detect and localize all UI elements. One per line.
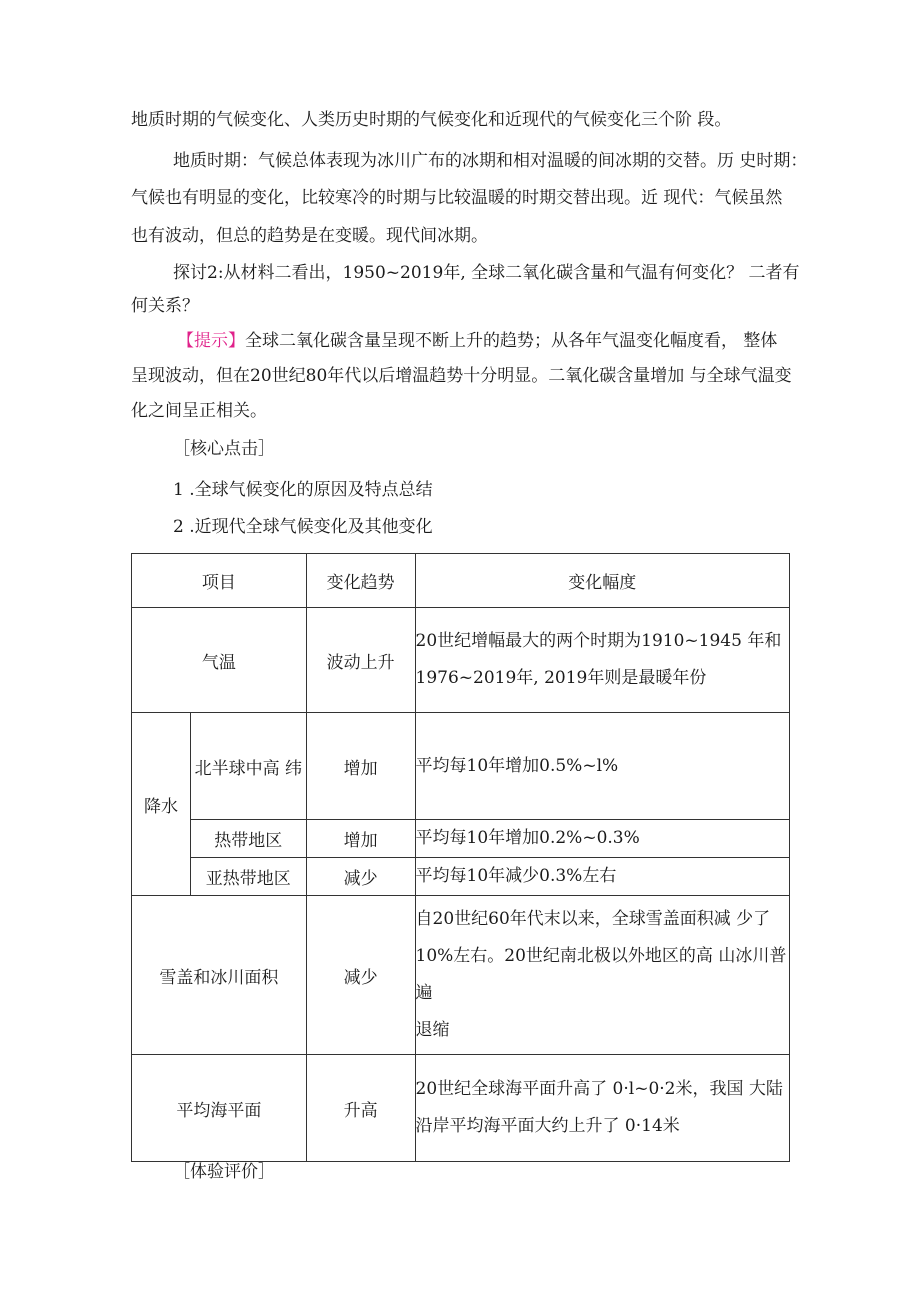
paragraph-periods-line-3: 也有波动，但总的趋势是在变暖。现代间冰期。 xyxy=(131,226,488,246)
range-line: 沿岸平均海平面大约上升了 0·14米 xyxy=(415,1116,680,1136)
hint-text: 全球二氧化碳含量呈现不断上升的趋势；从各年气温变化幅度看， 整体 xyxy=(245,331,778,351)
row-range xyxy=(415,896,789,1055)
header-range: 变化幅度 xyxy=(415,554,789,608)
row-range xyxy=(415,1055,789,1162)
range-line: 10%左右。20世纪南北极以外地区的高 山冰川普遍 xyxy=(415,946,787,1003)
table-row xyxy=(132,713,790,820)
range-line: 退缩 xyxy=(415,1020,450,1040)
table-row xyxy=(132,858,790,896)
question-line-2: 何关系？ xyxy=(131,296,199,316)
row-trend: 升高 xyxy=(306,1055,415,1162)
footer-section-title: ［体验评价］ xyxy=(173,1162,275,1182)
row-range: 平均每10年增加0.5%~l% xyxy=(415,713,789,820)
hint-line-2: 呈现波动，但在20世纪80年代以后增温趋势十分明显。二氧化碳含量增加 与全球气温变 xyxy=(131,366,792,386)
row-trend: 增加 xyxy=(306,713,415,820)
hint-line-1 xyxy=(177,329,777,353)
row-item-sea-level: 平均海平面 xyxy=(132,1055,307,1162)
table-row xyxy=(132,896,790,1055)
row-trend: 增加 xyxy=(306,820,415,858)
question-line-1: 探讨2:从材料二看出，1950~2019年, 全球二氧化碳含量和气温有何变化？ 二者有 xyxy=(173,263,800,283)
climate-change-table xyxy=(131,553,790,1162)
section-title: ［核心点击］ xyxy=(173,439,275,459)
list-item: 2 .近现代全球气候变化及其他变化 xyxy=(173,517,433,537)
range-line: 20世纪全球海平面升高了 0·l~0·2米，我国 大陆 xyxy=(415,1079,783,1099)
range-line: 自20世纪60年代末以来，全球雪盖面积减 少了 xyxy=(415,909,771,929)
paragraph-periods-line-2: 气候也有明显的变化，比较寒冷的时期与比较温暖的时期交替出现。近 现代：气候虽然 xyxy=(131,188,783,208)
paragraph-periods-line-1: 地质时期：气候总体表现为冰川广布的冰期和相对温暖的间冰期的交替。历 史时期： xyxy=(173,151,808,171)
header-trend: 变化趋势 xyxy=(306,554,415,608)
hint-label: 【提示】 xyxy=(177,331,245,351)
row-trend: 减少 xyxy=(306,896,415,1055)
row-item-precipitation: 降水 xyxy=(132,713,191,896)
paragraph-intro-line: 地质时期的气候变化、人类历史时期的气候变化和近现代的气候变化三个阶 段。 xyxy=(131,110,732,130)
row-item-temperature: 气温 xyxy=(132,608,307,713)
header-item: 项目 xyxy=(132,554,307,608)
list-item: 1 .全球气候变化的原因及特点总结 xyxy=(173,480,433,500)
row-range: 平均每10年增加0.2%~0.3% xyxy=(415,820,789,858)
row-trend: 波动上升 xyxy=(306,608,415,713)
row-range: 平均每10年减少0.3%左右 xyxy=(415,858,789,896)
range-line: 1976~2019年, 2019年则是最暖年份 xyxy=(415,668,707,688)
row-item-snow-glacier: 雪盖和冰川面积 xyxy=(132,896,307,1055)
row-range xyxy=(415,608,789,713)
row-subitem: 北半球中高 纬 xyxy=(190,713,306,820)
hint-line-3: 化之间呈正相关。 xyxy=(131,401,267,421)
row-trend: 减少 xyxy=(306,858,415,896)
table-row xyxy=(132,608,790,713)
table-row xyxy=(132,820,790,858)
table-header-row xyxy=(132,554,790,608)
row-subitem: 热带地区 xyxy=(190,820,306,858)
table-row xyxy=(132,1055,790,1162)
row-subitem: 亚热带地区 xyxy=(190,858,306,896)
range-line: 20世纪增幅最大的两个时期为1910~1945 年和 xyxy=(415,631,782,651)
